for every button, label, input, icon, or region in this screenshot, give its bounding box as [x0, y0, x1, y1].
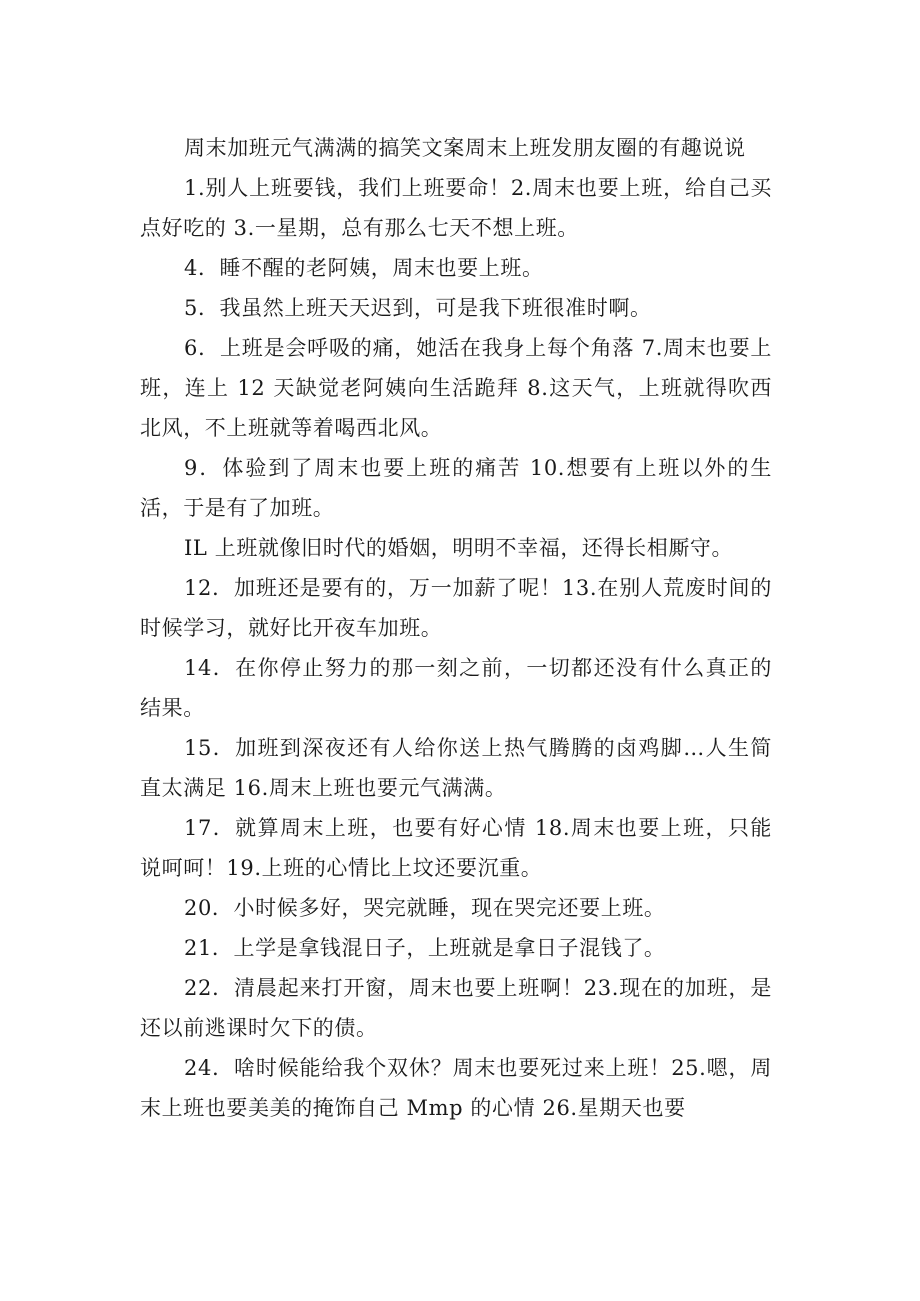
paragraph: 24．啥时候能给我个双休？周末也要死过来上班！25.嗯，周末上班也要美美的掩饰自己 Mmp 的心情 26.星期天也要: [140, 1056, 772, 1120]
paragraph: 21．上学是拿钱混日子，上班就是拿日子混钱了。: [184, 936, 666, 960]
paragraph: 9．体验到了周末也要上班的痛苦 10.想要有上班以外的生活，于是有了加班。: [140, 456, 772, 520]
paragraph: 14．在你停止努力的那一刻之前，一切都还没有什么真正的结果。: [140, 656, 772, 720]
document-body: [140, 128, 772, 1128]
paragraph: 22．清晨起来打开窗，周末也要上班啊！23.现在的加班，是还以前逃课时欠下的债。: [140, 976, 772, 1040]
paragraph: 15．加班到深夜还有人给你送上热气腾腾的卤鸡脚…人生简直太满足 16.周末上班也要元气满满。: [140, 736, 772, 800]
paragraph: IL 上班就像旧时代的婚姻，明明不幸福，还得长相厮守。: [184, 536, 734, 560]
paragraph: 17．就算周末上班，也要有好心情 18.周末也要上班，只能说呵呵！19.上班的心情比上坟还要沉重。: [140, 816, 772, 880]
paragraph: 4．睡不醒的老阿姨，周末也要上班。: [184, 256, 544, 280]
paragraph: 5．我虽然上班天天迟到，可是我下班很准时啊。: [184, 296, 652, 320]
paragraph: 6．上班是会呼吸的痛，她活在我身上每个角落 7.周末也要上班，连上 12 天缺觉老阿姨向生活跪拜 8.这天气，上班就得吹西北风，不上班就等着喝西北风。: [140, 336, 772, 440]
paragraph: 20．小时候多好，哭完就睡，现在哭完还要上班。: [184, 896, 666, 920]
paragraph: 1.别人上班要钱，我们上班要命！2.周末也要上班，给自己买点好吃的 3.一星期，总有那么七天不想上班。: [140, 176, 772, 240]
document-title: 周末加班元气满满的搞笑文案周末上班发朋友圈的有趣说说: [184, 136, 746, 160]
paragraph: 12．加班还是要有的，万一加薪了呢！13.在别人荒废时间的时候学习，就好比开夜车加班。: [140, 576, 772, 640]
